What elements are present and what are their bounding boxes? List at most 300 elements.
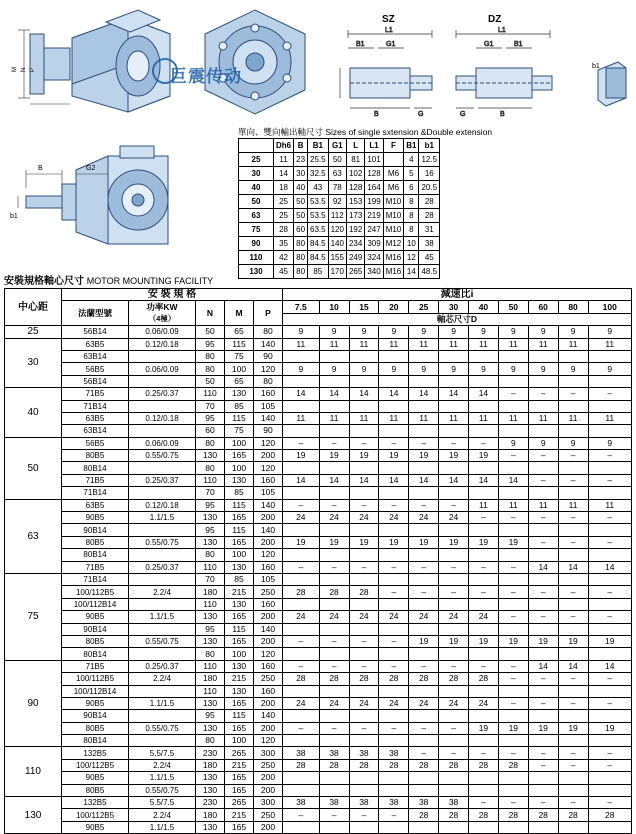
d-cell-5-5-3: – — [379, 635, 409, 647]
n-cell-4-0: 95 — [196, 499, 225, 511]
d-cell-6-6-0 — [283, 735, 320, 747]
extension-caption: 單向、雙向輸出軸尺寸 Sizes of single sxtension &Double extension — [238, 127, 493, 137]
d-cell-1-0-8: 11 — [528, 338, 558, 350]
kw-cell-2-2: 0.12/0.18 — [129, 412, 196, 424]
d-cell-4-1-0: 24 — [283, 512, 320, 524]
d-cell-5-6-1 — [319, 648, 349, 660]
svg-text:B: B — [500, 111, 505, 118]
p-cell-2-0: 160 — [254, 388, 283, 400]
d-cell-6-6-6 — [469, 735, 499, 747]
motor-mounting-table — [4, 288, 632, 834]
d-cell-6-4-7 — [498, 710, 528, 722]
d-cell-5-0-9 — [558, 573, 588, 585]
key-detail-drawing — [592, 58, 632, 114]
d-cell-5-5-9: 19 — [558, 635, 588, 647]
d-cell-4-3-1: 19 — [319, 536, 349, 548]
d-cell-3-4-6 — [469, 487, 499, 499]
d-cell-2-0-8: – — [528, 388, 558, 400]
d-cell-7-0-7: – — [498, 747, 528, 759]
d-cell-8-2-0 — [283, 821, 320, 833]
d-cell-4-5-2: – — [349, 561, 379, 573]
ext-cell-5-6: 247 — [365, 223, 383, 237]
ext-cell-5-3: 63.5 — [308, 223, 329, 237]
kw-cell-6-4 — [129, 710, 196, 722]
ext-cell-8-0: 130 — [239, 265, 274, 279]
d-cell-4-0-2: – — [349, 499, 379, 511]
d-cell-7-2-8 — [528, 772, 558, 784]
n-cell-4-1: 130 — [196, 512, 225, 524]
d-cell-6-4-8 — [528, 710, 558, 722]
kw-cell-7-3: 0.55/0.75 — [129, 784, 196, 796]
d-cell-6-3-3: 24 — [379, 697, 409, 709]
center-distance-110: 110 — [5, 747, 62, 797]
d-cell-5-5-1: – — [319, 635, 349, 647]
flange-cell-3-1: 80B5 — [62, 450, 129, 462]
d-cell-5-6-2 — [349, 648, 379, 660]
p-cell-5-3: 200 — [254, 611, 283, 623]
ext-header-row — [239, 139, 440, 153]
ext-cell-3-8: 8 — [404, 195, 419, 209]
d-cell-2-3-0 — [283, 425, 320, 437]
ext-cell-7-9: 45 — [419, 251, 440, 265]
flange-cell-5-5: 80B5 — [62, 635, 129, 647]
m-cell-3-2: 100 — [225, 462, 254, 474]
d-cell-4-4-6 — [469, 549, 499, 561]
table-row — [5, 512, 632, 524]
d-cell-6-3-8: – — [528, 697, 558, 709]
d-cell-1-2-2: 9 — [349, 363, 379, 375]
d-cell-6-2-1 — [319, 685, 349, 697]
ext-cell-5-8: 8 — [404, 223, 419, 237]
ext-cell-0-3: 25.5 — [308, 153, 329, 167]
table-row — [5, 635, 632, 647]
ext-cell-1-3: 32.5 — [308, 167, 329, 181]
d-cell-2-1-10 — [588, 400, 632, 412]
table-row — [5, 710, 632, 722]
d-cell-3-2-10 — [588, 462, 632, 474]
ext-cell-2-6: 164 — [365, 181, 383, 195]
table-row — [239, 153, 440, 167]
ext-cell-7-5: 249 — [346, 251, 364, 265]
d-cell-4-4-10 — [588, 549, 632, 561]
d-cell-6-0-5: – — [439, 660, 469, 672]
d-cell-5-5-5: 19 — [439, 635, 469, 647]
motor-mounting-table-wrap — [4, 288, 632, 834]
d-cell-6-5-4: – — [409, 722, 439, 734]
d-cell-7-1-0: 28 — [283, 759, 320, 771]
n-cell-6-5: 130 — [196, 722, 225, 734]
d-cell-1-3-3 — [379, 375, 409, 387]
d-cell-6-5-9: 19 — [558, 722, 588, 734]
d-cell-5-2-10 — [588, 598, 632, 610]
d-cell-3-0-9: 9 — [558, 437, 588, 449]
d-cell-4-2-7 — [498, 524, 528, 536]
table-row — [5, 648, 632, 660]
d-cell-2-1-4 — [409, 400, 439, 412]
n-cell-2-3: 60 — [196, 425, 225, 437]
d-cell-2-3-2 — [349, 425, 379, 437]
d-cell-6-3-7: – — [498, 697, 528, 709]
ext-cell-6-2: 80 — [294, 237, 308, 251]
table-row — [5, 586, 632, 598]
d-cell-3-1-4: 19 — [409, 450, 439, 462]
d-cell-8-2-9 — [558, 821, 588, 833]
flange-cell-8-1: 100/112B5 — [62, 809, 129, 821]
ext-cell-2-5: 128 — [346, 181, 364, 195]
ext-cell-4-0: 63 — [239, 209, 274, 223]
kw-cell-5-5: 0.55/0.75 — [129, 635, 196, 647]
svg-text:L1: L1 — [498, 27, 506, 34]
d-cell-2-2-7: 11 — [498, 412, 528, 424]
d-cell-2-0-5: 14 — [439, 388, 469, 400]
kw-cell-2-0: 0.25/0.37 — [129, 388, 196, 400]
table-row — [5, 437, 632, 449]
p-cell-6-3: 200 — [254, 697, 283, 709]
d-cell-1-3-0 — [283, 375, 320, 387]
d-cell-2-1-2 — [349, 400, 379, 412]
d-cell-5-2-4 — [409, 598, 439, 610]
d-cell-5-2-7 — [498, 598, 528, 610]
n-cell-5-4: 95 — [196, 623, 225, 635]
d-cell-7-2-4 — [409, 772, 439, 784]
table-row — [5, 350, 632, 362]
d-cell-5-0-7 — [498, 573, 528, 585]
ext-h-5: L — [346, 139, 364, 153]
d-cell-8-0-8: – — [528, 797, 558, 809]
ext-cell-7-1: 42 — [274, 251, 294, 265]
ext-cell-5-4: 120 — [328, 223, 346, 237]
p-cell-6-5: 200 — [254, 722, 283, 734]
d-cell-6-2-7 — [498, 685, 528, 697]
d-cell-3-1-8: – — [528, 450, 558, 462]
kw-cell-6-3: 1.1/1.5 — [129, 697, 196, 709]
d-cell-5-2-1 — [319, 598, 349, 610]
d-cell-5-5-7: 19 — [498, 635, 528, 647]
center-distance-75: 75 — [5, 573, 62, 660]
d-cell-5-1-0: 28 — [283, 586, 320, 598]
d-cell-1-0-4: 11 — [409, 338, 439, 350]
table-row — [5, 549, 632, 561]
d-cell-3-4-2 — [349, 487, 379, 499]
d-cell-7-1-7: 28 — [498, 759, 528, 771]
ext-cell-6-1: 35 — [274, 237, 294, 251]
n-cell-5-6: 80 — [196, 648, 225, 660]
d-cell-7-3-8 — [528, 784, 558, 796]
d-cell-3-2-6 — [469, 462, 499, 474]
d-cell-8-0-7: – — [498, 797, 528, 809]
d-cell-7-1-10: – — [588, 759, 632, 771]
table-row — [5, 660, 632, 672]
n-cell-6-1: 180 — [196, 673, 225, 685]
d-cell-5-6-5 — [439, 648, 469, 660]
d-cell-8-1-9: 28 — [558, 809, 588, 821]
d-cell-6-0-2: – — [349, 660, 379, 672]
d-cell-3-0-0: – — [283, 437, 320, 449]
ext-cell-1-9: 16 — [419, 167, 440, 181]
d-cell-8-1-7: 28 — [498, 809, 528, 821]
d-cell-6-1-8: – — [528, 673, 558, 685]
flange-cell-7-1: 100/112B5 — [62, 759, 129, 771]
p-cell-5-5: 200 — [254, 635, 283, 647]
ext-cell-4-2: 50 — [294, 209, 308, 223]
d-cell-1-0-2: 11 — [349, 338, 379, 350]
flange-cell-5-6: 80B14 — [62, 648, 129, 660]
d-cell-7-2-5 — [439, 772, 469, 784]
ext-cell-0-8: 4 — [404, 153, 419, 167]
d-cell-4-5-5: – — [439, 561, 469, 573]
d-cell-6-5-6: 19 — [469, 722, 499, 734]
n-cell-2-1: 70 — [196, 400, 225, 412]
kw-cell-5-2 — [129, 598, 196, 610]
d-cell-5-1-1: 28 — [319, 586, 349, 598]
d-cell-5-5-8: 19 — [528, 635, 558, 647]
kw-cell-7-0: 5.5/7.5 — [129, 747, 196, 759]
flange-cell-2-3: 63B14 — [62, 425, 129, 437]
m-cell-3-0: 100 — [225, 437, 254, 449]
d-cell-7-2-6 — [469, 772, 499, 784]
ext-cell-0-7 — [383, 153, 404, 167]
ext-cell-4-4: 112 — [328, 209, 346, 223]
kw-cell-3-2 — [129, 462, 196, 474]
d-cell-5-2-9 — [558, 598, 588, 610]
d-cell-3-0-6: – — [469, 437, 499, 449]
ext-cell-2-3: 43 — [308, 181, 329, 195]
d-cell-2-1-1 — [319, 400, 349, 412]
n-cell-7-1: 180 — [196, 759, 225, 771]
d-cell-6-4-2 — [349, 710, 379, 722]
m-cell-4-0: 115 — [225, 499, 254, 511]
d-cell-3-1-1: 19 — [319, 450, 349, 462]
d-cell-5-3-0: 24 — [283, 611, 320, 623]
ext-h-1: Dh6 — [274, 139, 294, 153]
svg-text:G: G — [418, 111, 424, 118]
ext-cell-1-4: 63 — [328, 167, 346, 181]
d-cell-7-0-5: – — [439, 747, 469, 759]
d-cell-7-1-6: 28 — [469, 759, 499, 771]
p-cell-8-2: 200 — [254, 821, 283, 833]
drawings-area — [0, 0, 636, 278]
d-cell-5-1-10: – — [588, 586, 632, 598]
d-cell-2-0-0: 14 — [283, 388, 320, 400]
d-cell-7-0-4: – — [409, 747, 439, 759]
d-cell-5-0-2 — [349, 573, 379, 585]
d-cell-8-2-6 — [469, 821, 499, 833]
d-cell-0-0-5: 9 — [439, 326, 469, 338]
flange-cell-4-5: 71B5 — [62, 561, 129, 573]
d-cell-3-0-4: – — [409, 437, 439, 449]
m-cell-1-0: 115 — [225, 338, 254, 350]
d-cell-6-1-0: 28 — [283, 673, 320, 685]
d-cell-5-2-2 — [349, 598, 379, 610]
p-cell-7-2: 200 — [254, 772, 283, 784]
ext-cell-4-6: 219 — [365, 209, 383, 223]
d-cell-8-0-2: 38 — [349, 797, 379, 809]
ext-cell-3-4: 92 — [328, 195, 346, 209]
n-cell-1-3: 50 — [196, 375, 225, 387]
flange-cell-0-0: 56B14 — [62, 326, 129, 338]
m-cell-4-3: 165 — [225, 536, 254, 548]
d-cell-4-1-3: 24 — [379, 512, 409, 524]
d-cell-3-2-3 — [379, 462, 409, 474]
d-cell-5-4-0 — [283, 623, 320, 635]
d-cell-1-1-7 — [498, 350, 528, 362]
d-cell-5-4-5 — [439, 623, 469, 635]
m-cell-3-3: 130 — [225, 474, 254, 486]
d-cell-7-1-1: 28 — [319, 759, 349, 771]
table-row — [5, 759, 632, 771]
p-cell-6-4: 140 — [254, 710, 283, 722]
flange-cell-4-3: 80B5 — [62, 536, 129, 548]
d-cell-6-3-2: 24 — [349, 697, 379, 709]
p-cell-3-0: 120 — [254, 437, 283, 449]
d-cell-6-0-0: – — [283, 660, 320, 672]
table-row — [5, 499, 632, 511]
ext-cell-8-9: 48.5 — [419, 265, 440, 279]
ratio-60: 60 — [528, 301, 558, 313]
d-cell-6-5-10: 19 — [588, 722, 632, 734]
kw-cell-5-0 — [129, 573, 196, 585]
d-cell-4-1-10: – — [588, 512, 632, 524]
kw-cell-5-1: 2.2/4 — [129, 586, 196, 598]
flange-cell-7-2: 90B5 — [62, 772, 129, 784]
svg-text:b1: b1 — [10, 213, 18, 220]
d-cell-3-2-7 — [498, 462, 528, 474]
m-cell-5-5: 165 — [225, 635, 254, 647]
section-title-cn: 安裝規格軸心尺寸 — [4, 276, 84, 287]
d-cell-4-4-5 — [439, 549, 469, 561]
ratio-40: 40 — [469, 301, 499, 313]
table-row — [5, 747, 632, 759]
d-cell-5-5-0: – — [283, 635, 320, 647]
d-cell-4-0-8: 11 — [528, 499, 558, 511]
p-cell-8-0: 300 — [254, 797, 283, 809]
p-cell-4-3: 200 — [254, 536, 283, 548]
ext-cell-2-4: 78 — [328, 181, 346, 195]
d-cell-6-6-1 — [319, 735, 349, 747]
table-row — [5, 772, 632, 784]
m-cell-6-0: 130 — [225, 660, 254, 672]
p-cell-1-1: 90 — [254, 350, 283, 362]
d-cell-0-0-2: 9 — [349, 326, 379, 338]
d-cell-4-2-8 — [528, 524, 558, 536]
d-cell-5-4-9 — [558, 623, 588, 635]
d-cell-7-3-3 — [379, 784, 409, 796]
d-cell-1-0-10: 11 — [588, 338, 632, 350]
flange-cell-5-1: 100/112B5 — [62, 586, 129, 598]
d-cell-3-3-7: 14 — [498, 474, 528, 486]
ext-cell-0-5: 81 — [346, 153, 364, 167]
ext-cell-6-9: 38 — [419, 237, 440, 251]
d-cell-4-0-5: – — [439, 499, 469, 511]
d-cell-1-1-2 — [349, 350, 379, 362]
d-cell-5-1-8: – — [528, 586, 558, 598]
d-cell-5-6-0 — [283, 648, 320, 660]
m-cell-8-0: 265 — [225, 797, 254, 809]
ext-cell-3-0: 50 — [239, 195, 274, 209]
col-n: N — [196, 301, 225, 326]
d-cell-3-2-4 — [409, 462, 439, 474]
d-cell-4-1-1: 24 — [319, 512, 349, 524]
ext-cell-5-1: 28 — [274, 223, 294, 237]
d-cell-4-5-3: – — [379, 561, 409, 573]
ext-cell-6-8: 10 — [404, 237, 419, 251]
d-cell-7-1-2: 28 — [349, 759, 379, 771]
d-cell-5-0-5 — [439, 573, 469, 585]
center-distance-25: 25 — [5, 326, 62, 338]
m-cell-7-1: 215 — [225, 759, 254, 771]
svg-text:G1: G1 — [484, 41, 494, 48]
d-cell-3-2-8 — [528, 462, 558, 474]
kw-cell-6-5: 0.55/0.75 — [129, 722, 196, 734]
d-cell-0-0-1: 9 — [319, 326, 349, 338]
d-cell-5-0-8 — [528, 573, 558, 585]
d-cell-6-4-4 — [409, 710, 439, 722]
d-cell-4-3-7: 19 — [498, 536, 528, 548]
n-cell-2-0: 110 — [196, 388, 225, 400]
d-cell-1-3-10 — [588, 375, 632, 387]
flange-cell-7-3: 80B5 — [62, 784, 129, 796]
n-cell-4-3: 130 — [196, 536, 225, 548]
d-cell-6-0-3: – — [379, 660, 409, 672]
d-cell-7-3-5 — [439, 784, 469, 796]
ext-cell-3-5: 153 — [346, 195, 364, 209]
kw-cell-6-1: 2.2/4 — [129, 673, 196, 685]
d-cell-5-3-1: 24 — [319, 611, 349, 623]
d-cell-5-3-10: – — [588, 611, 632, 623]
d-cell-5-6-4 — [409, 648, 439, 660]
d-cell-3-2-9 — [558, 462, 588, 474]
svg-text:b1: b1 — [592, 63, 600, 70]
d-cell-2-1-8 — [528, 400, 558, 412]
d-cell-5-3-7: – — [498, 611, 528, 623]
d-cell-3-0-8: 9 — [528, 437, 558, 449]
p-cell-4-5: 160 — [254, 561, 283, 573]
flange-cell-4-1: 90B5 — [62, 512, 129, 524]
d-cell-7-3-1 — [319, 784, 349, 796]
d-cell-7-3-4 — [409, 784, 439, 796]
d-cell-3-4-5 — [439, 487, 469, 499]
d-cell-6-0-8: 14 — [528, 660, 558, 672]
flange-cell-8-2: 90B5 — [62, 821, 129, 833]
svg-text:B: B — [374, 111, 379, 118]
d-cell-6-3-10: – — [588, 697, 632, 709]
table-row — [5, 685, 632, 697]
kw-cell-6-0: 0.25/0.37 — [129, 660, 196, 672]
d-cell-5-1-9: – — [558, 586, 588, 598]
d-cell-6-2-6 — [469, 685, 499, 697]
d-cell-2-1-0 — [283, 400, 320, 412]
d-cell-6-5-0: – — [283, 722, 320, 734]
d-cell-8-0-0: 38 — [283, 797, 320, 809]
d-cell-7-3-10 — [588, 784, 632, 796]
d-cell-5-5-10: 19 — [588, 635, 632, 647]
d-cell-6-0-1: – — [319, 660, 349, 672]
ext-cell-1-2: 30 — [294, 167, 308, 181]
ext-cell-2-8: 6 — [404, 181, 419, 195]
d-cell-1-0-1: 11 — [319, 338, 349, 350]
m-cell-4-1: 165 — [225, 512, 254, 524]
d-cell-0-0-0: 9 — [283, 326, 320, 338]
d-cell-3-1-5: 19 — [439, 450, 469, 462]
d-cell-6-1-1: 28 — [319, 673, 349, 685]
d-cell-6-0-6: – — [469, 660, 499, 672]
ext-cell-3-1: 25 — [274, 195, 294, 209]
kw-cell-8-2: 1.1/1.5 — [129, 821, 196, 833]
ext-cell-2-2: 40 — [294, 181, 308, 195]
d-cell-6-6-10 — [588, 735, 632, 747]
d-cell-8-1-6: 28 — [469, 809, 499, 821]
d-cell-7-3-0 — [283, 784, 320, 796]
